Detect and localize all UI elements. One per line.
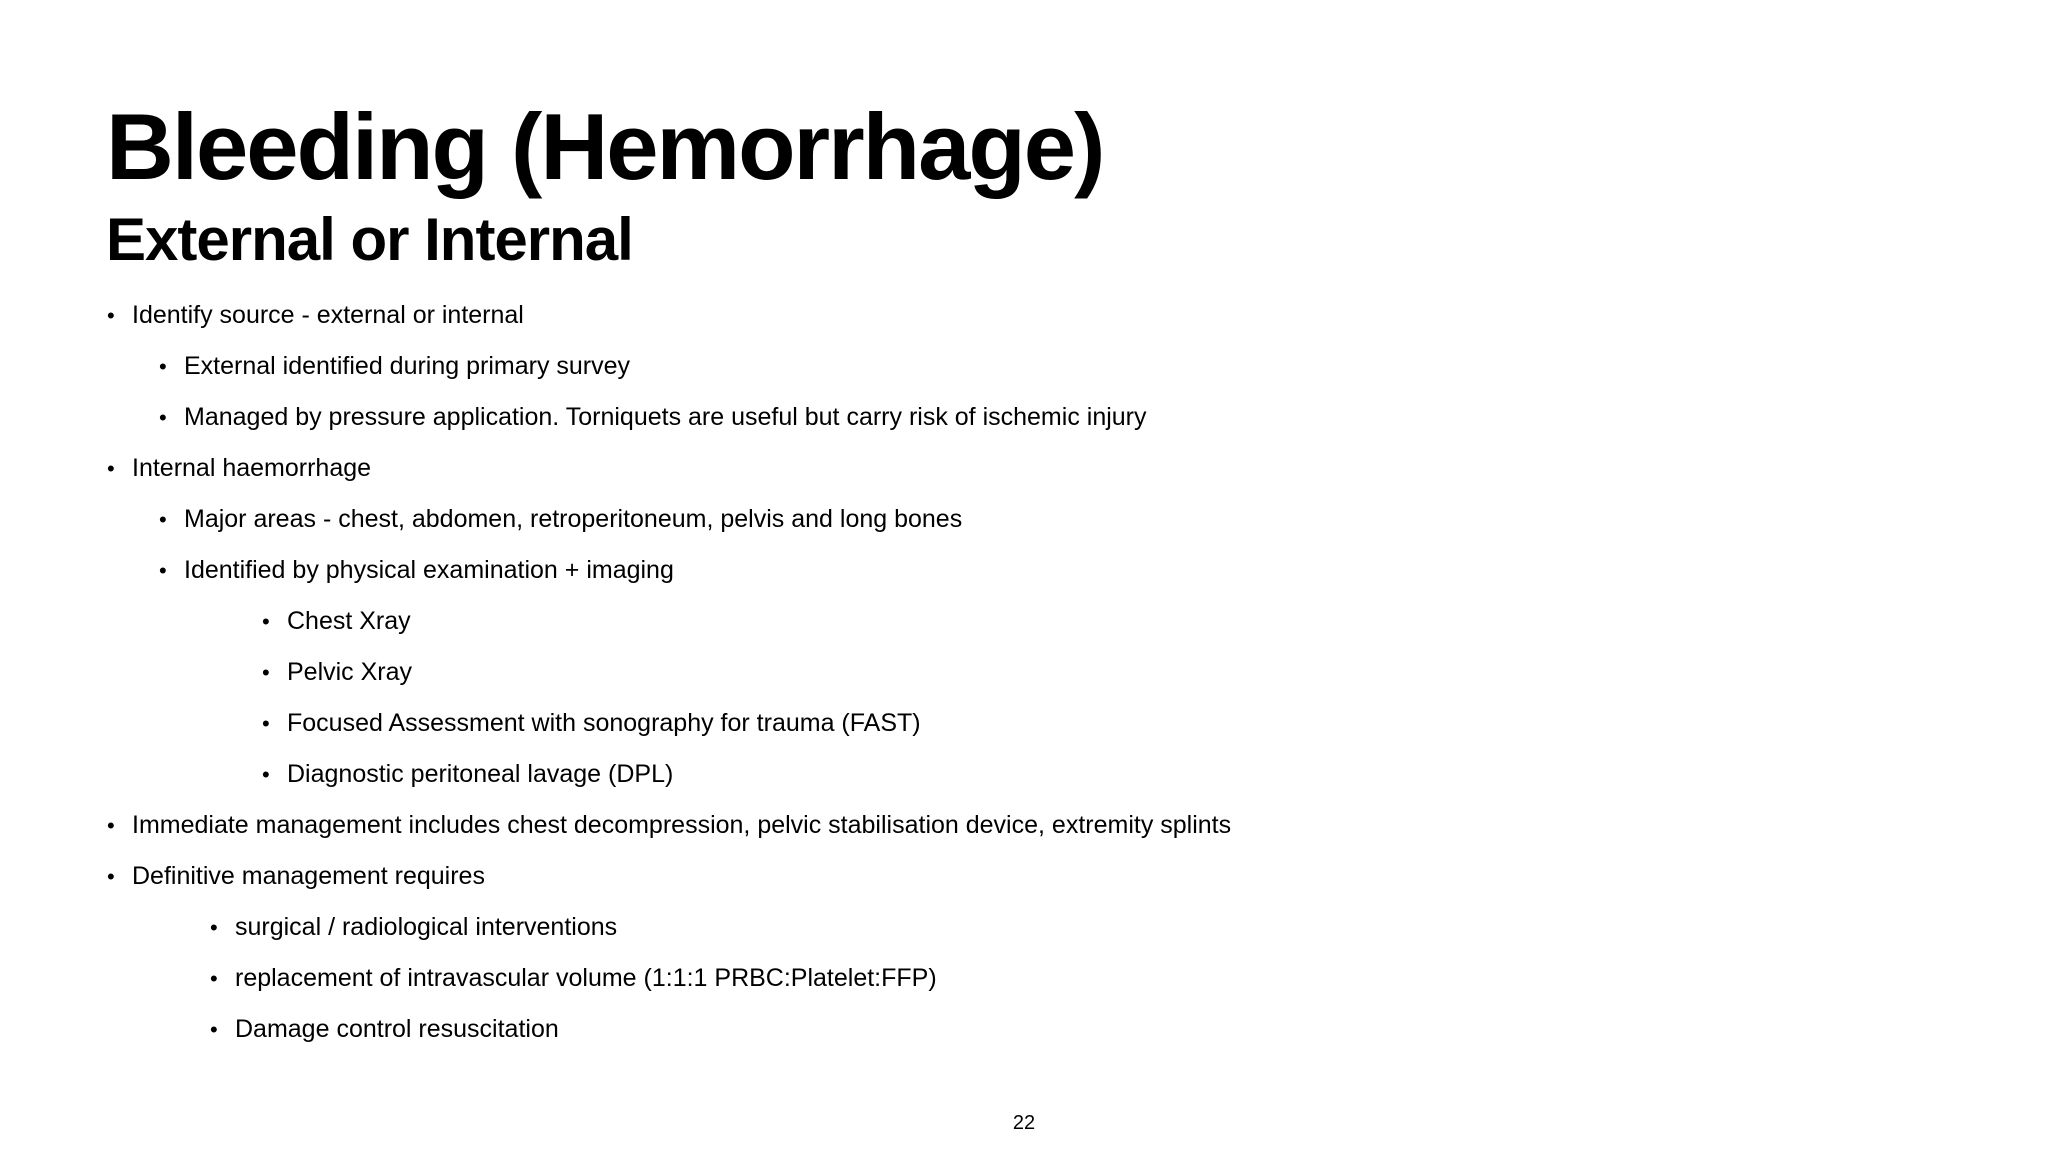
bullet-dot-icon: •: [210, 966, 218, 991]
bullet-item: [0, 341, 2048, 392]
bullet-text: Managed by pressure application. Torniquets are useful but carry risk of ischemic injury: [184, 403, 1147, 431]
bullet-dot-icon: •: [210, 1017, 218, 1042]
bullet-text: Focused Assessment with sonography for trauma (FAST): [287, 709, 921, 737]
bullet-dot-icon: •: [159, 354, 167, 379]
bullet-text: Pelvic Xray: [287, 658, 413, 686]
bullet-item: [0, 545, 2048, 596]
bullet-dot-icon: •: [159, 405, 167, 430]
bullet-item: [0, 902, 2048, 953]
bullet-item: [0, 494, 2048, 545]
bullet-text: Identify source - external or internal: [132, 301, 524, 329]
bullet-text: Identified by physical examination + imaging: [184, 556, 674, 584]
bullet-dot-icon: •: [262, 711, 270, 736]
bullet-dot-icon: •: [107, 303, 115, 328]
bullet-item: [0, 647, 2048, 698]
bullet-text: Chest Xray: [287, 607, 411, 635]
slide-title: Bleeding (Hemorrhage): [106, 94, 1104, 199]
page-number: 22: [1012, 1112, 1036, 1134]
bullet-text: Immediate management includes chest decompression, pelvic stabilisation device, extremity splints: [132, 811, 1232, 839]
bullet-item: [0, 800, 2048, 851]
bullet-item: [0, 290, 2048, 341]
bullet-dot-icon: •: [107, 456, 115, 481]
bullet-item: [0, 596, 2048, 647]
bullet-dot-icon: •: [210, 915, 218, 940]
bullet-text: Diagnostic peritoneal lavage (DPL): [287, 760, 674, 788]
bullet-item: [0, 851, 2048, 902]
bullet-dot-icon: •: [159, 558, 167, 583]
bullet-item: [0, 749, 2048, 800]
bullet-text: External identified during primary survey: [184, 352, 631, 380]
bullet-item: [0, 443, 2048, 494]
bullet-text: Damage control resuscitation: [235, 1015, 559, 1043]
bullet-dot-icon: •: [159, 507, 167, 532]
bullet-dot-icon: •: [262, 660, 270, 685]
bullet-text: Major areas - chest, abdomen, retroperitoneum, pelvis and long bones: [184, 505, 963, 533]
bullet-dot-icon: •: [262, 609, 270, 634]
bullet-text: replacement of intravascular volume (1:1:1 PRBC:Platelet:FFP): [235, 964, 937, 992]
bullet-item: [0, 1004, 2048, 1055]
bullet-item: [0, 698, 2048, 749]
bullet-dot-icon: •: [262, 762, 270, 787]
bullet-text: Internal haemorrhage: [132, 454, 372, 482]
bullet-item: [0, 953, 2048, 1004]
bullet-item: [0, 392, 2048, 443]
bullet-dot-icon: •: [107, 813, 115, 838]
slide-subtitle: External or Internal: [106, 206, 633, 273]
bullet-list: [0, 290, 2048, 1055]
bullet-dot-icon: •: [107, 864, 115, 889]
bullet-text: surgical / radiological interventions: [235, 913, 618, 941]
bullet-text: Definitive management requires: [132, 862, 485, 890]
